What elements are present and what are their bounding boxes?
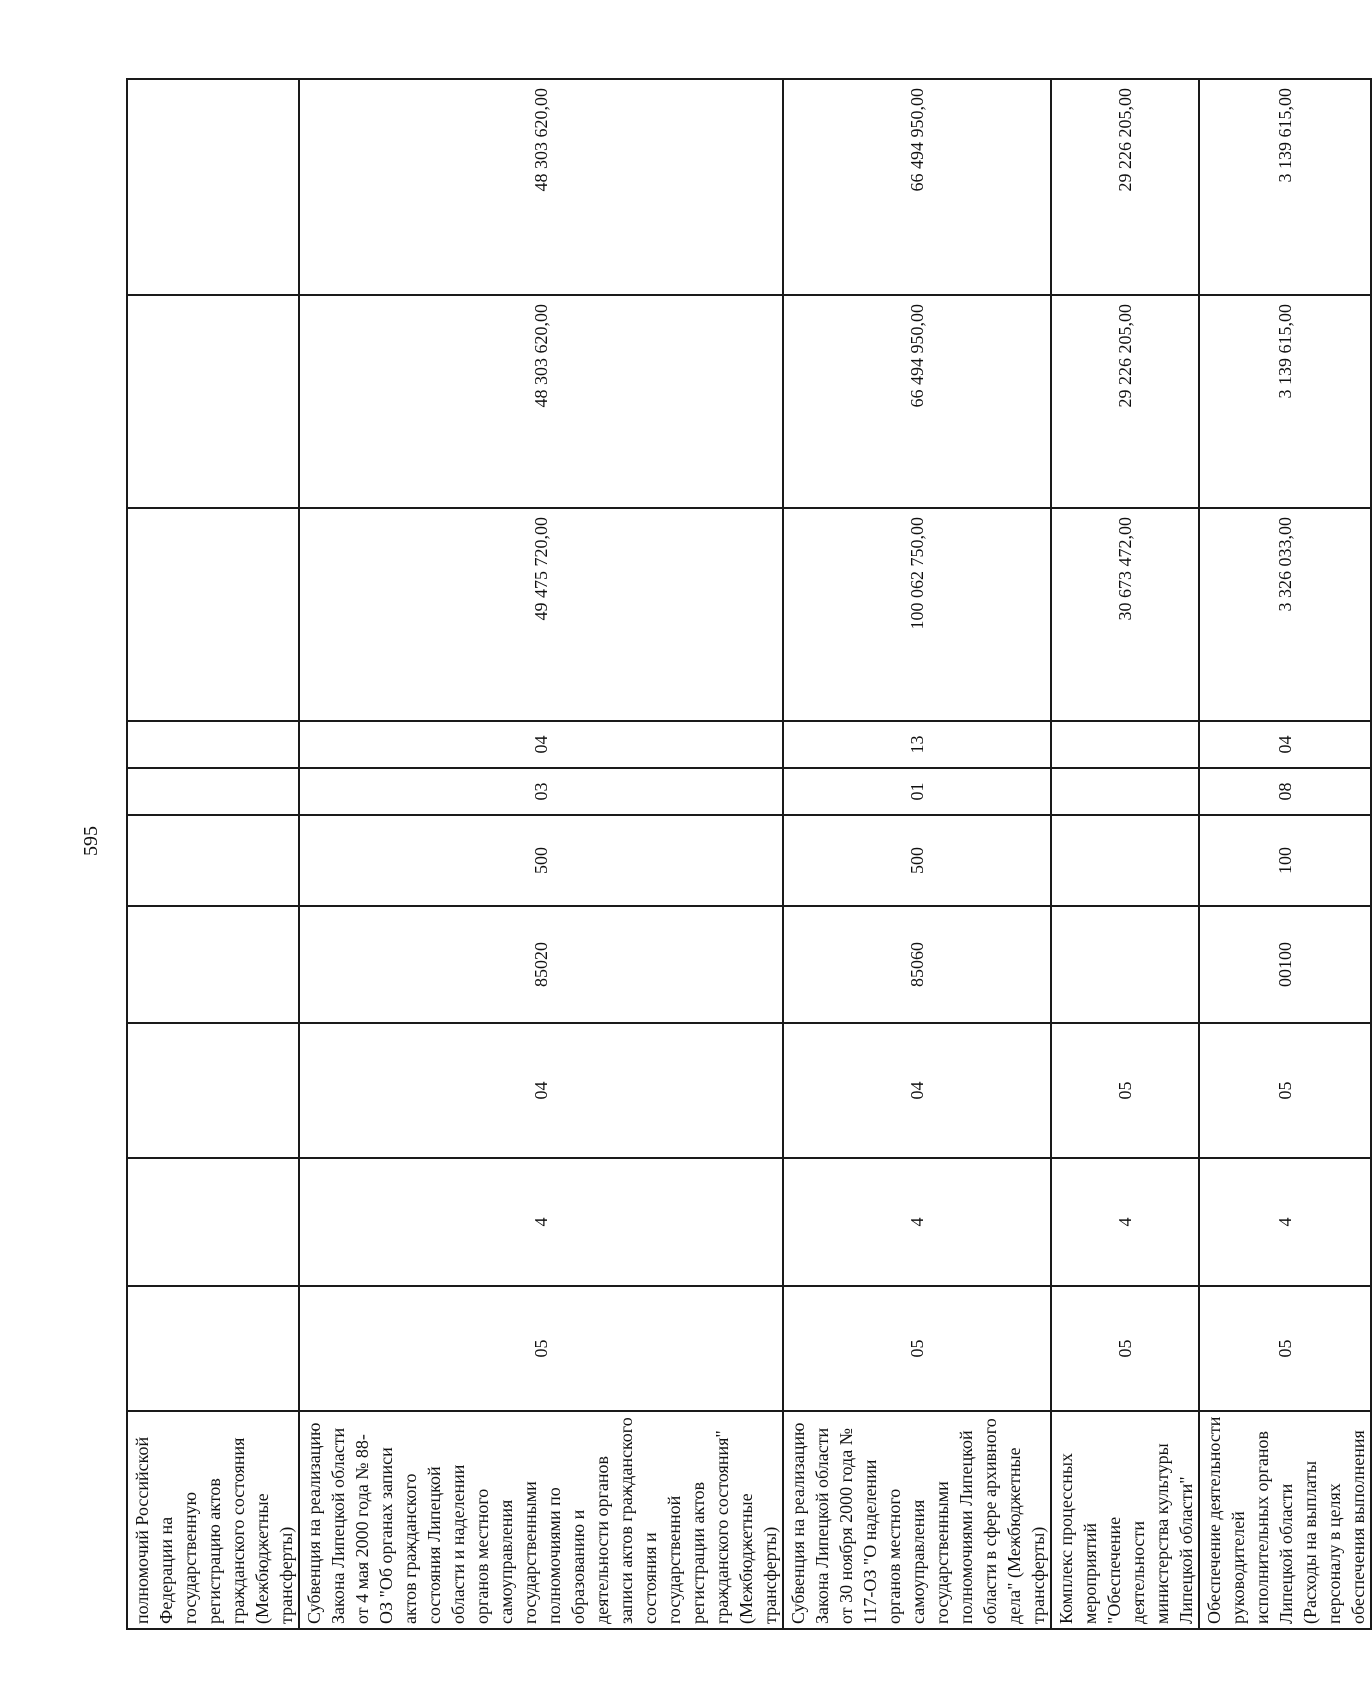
cell-amount-2: 29 226 205,00	[1051, 295, 1199, 508]
cell-code-3	[127, 1023, 299, 1158]
row-description: Обеспечение деятельности руководителей исполнительных органов Липецкой области (Расходы на выплаты персоналу в целях обеспечения выполнения	[1199, 1411, 1371, 1629]
cell-code-1: 05	[1051, 1286, 1199, 1411]
cell-amount-1: 49 475 720,00	[299, 508, 783, 721]
cell-code-5: 100	[1199, 815, 1371, 906]
table-row	[1051, 79, 1199, 1629]
row-description: Субвенция на реализацию Закона Липецкой области от 4 мая 2000 года № 88-ОЗ "Об органах записи актов гражданского состояния Липецкой области и наделении органов местного самоуправления государственными полномочиями по образованию и деятельности органов записи актов гражданского состояния и государственной регистрации актов гражданского состояния" (Межбюджетные трансферты)	[299, 1411, 783, 1629]
cell-code-6	[127, 768, 299, 815]
cell-code-4	[1051, 906, 1199, 1023]
row-description: Субвенция на реализацию Закона Липецкой области от 30 ноября 2000 года № 117-ОЗ "О наделении органов местного самоуправления государственными полномочиями Липецкой области в сфере архивного дела" (Межбюджетные трансферты)	[783, 1411, 1051, 1629]
cell-amount-1: 30 673 472,00	[1051, 508, 1199, 721]
cell-amount-2: 48 303 620,00	[299, 295, 783, 508]
cell-code-7	[127, 721, 299, 768]
cell-code-3: 04	[783, 1023, 1051, 1158]
cell-amount-3	[127, 79, 299, 295]
cell-amount-1: 3 326 033,00	[1199, 508, 1371, 721]
page-number: 595	[80, 826, 102, 856]
cell-code-7: 04	[1199, 721, 1371, 768]
cell-code-4	[127, 906, 299, 1023]
cell-code-1	[127, 1286, 299, 1411]
cell-code-2: 4	[1051, 1158, 1199, 1286]
table-row	[783, 79, 1051, 1629]
cell-code-5: 500	[299, 815, 783, 906]
cell-code-5	[127, 815, 299, 906]
cell-code-4: 85060	[783, 906, 1051, 1023]
cell-amount-2	[127, 295, 299, 508]
row-description: Комплекс процессных мероприятий "Обеспечение деятельности министерства культуры Липецкой области"	[1051, 1411, 1199, 1629]
cell-code-6	[1051, 768, 1199, 815]
cell-code-6: 08	[1199, 768, 1371, 815]
rotated-table-container	[126, 80, 1368, 1630]
cell-amount-3: 66 494 950,00	[783, 79, 1051, 295]
table-row	[1199, 79, 1371, 1629]
cell-code-2: 4	[1199, 1158, 1371, 1286]
cell-amount-3: 48 303 620,00	[299, 79, 783, 295]
cell-code-1: 05	[783, 1286, 1051, 1411]
cell-code-7: 04	[299, 721, 783, 768]
cell-amount-1: 100 062 750,00	[783, 508, 1051, 721]
table-row	[299, 79, 783, 1629]
cell-code-4: 00100	[1199, 906, 1371, 1023]
cell-code-6: 03	[299, 768, 783, 815]
cell-amount-1	[127, 508, 299, 721]
row-description: полномочий Российской Федерации на государственную регистрацию актов гражданского состояния (Межбюджетные трансферты)	[127, 1411, 299, 1629]
cell-code-1: 05	[299, 1286, 783, 1411]
cell-code-2	[127, 1158, 299, 1286]
table-row	[127, 79, 299, 1629]
cell-code-5: 500	[783, 815, 1051, 906]
cell-amount-3: 3 139 615,00	[1199, 79, 1371, 295]
cell-code-2: 4	[783, 1158, 1051, 1286]
cell-code-7: 13	[783, 721, 1051, 768]
cell-amount-3: 29 226 205,00	[1051, 79, 1199, 295]
cell-amount-2: 66 494 950,00	[783, 295, 1051, 508]
budget-table	[126, 78, 1372, 1630]
cell-code-3: 05	[1051, 1023, 1199, 1158]
cell-code-7	[1051, 721, 1199, 768]
cell-code-6: 01	[783, 768, 1051, 815]
cell-amount-2: 3 139 615,00	[1199, 295, 1371, 508]
cell-code-1: 05	[1199, 1286, 1371, 1411]
cell-code-4: 85020	[299, 906, 783, 1023]
cell-code-5	[1051, 815, 1199, 906]
cell-code-2: 4	[299, 1158, 783, 1286]
cell-code-3: 04	[299, 1023, 783, 1158]
cell-code-3: 05	[1199, 1023, 1371, 1158]
